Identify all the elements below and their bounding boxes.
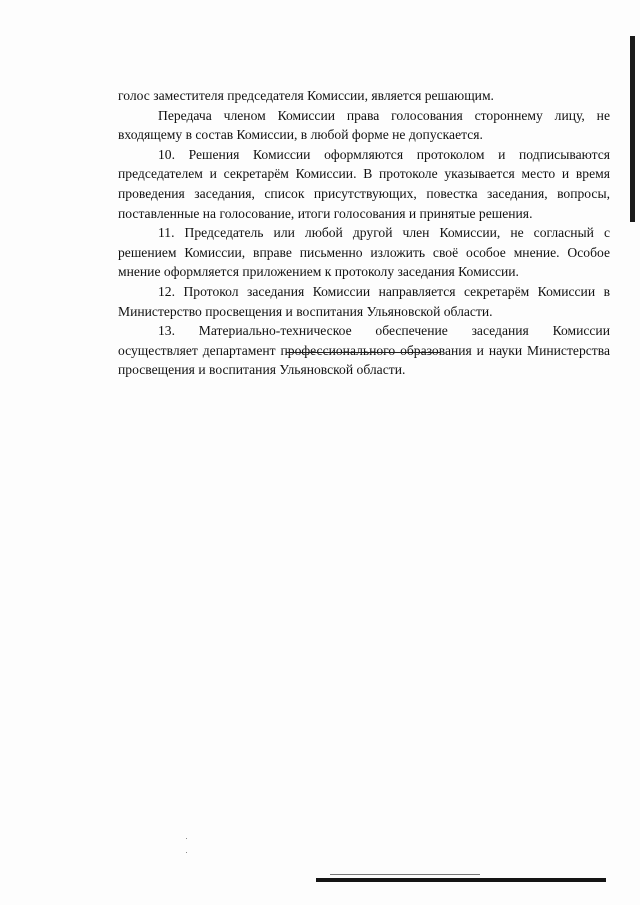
paragraph-voting-deciding: голос заместителя председателя Комиссии, является решающим.	[118, 88, 494, 103]
scan-speck	[186, 852, 187, 853]
paragraph-item-10: 10. Решения Комиссии оформляются протоколом и подписываются председателем и секретарём Комиссии. В протоколе указывается место и время проведения заседания, список присутствующих, повестка заседания, вопросы, поставленные на голосование, итоги голосования и принятые решения.	[118, 146, 610, 221]
paragraph-voting-transfer: Передача членом Комиссии права голосования стороннему лицу, не входящему в состав Комиссии, в любой форме не допускается.	[118, 107, 610, 143]
paragraph-item-12: 12. Протокол заседания Комиссии направляется секретарём Комиссии в Министерство просвещения и воспитания Ульяновской области.	[118, 283, 610, 319]
scan-border-right	[630, 36, 635, 222]
end-separator-line	[286, 352, 441, 353]
paragraph-item-11: 11. Председатель или любой другой член Комиссии, не согласный с решением Комиссии, вправе письменно изложить своё особое мнение. Особое мнение оформляется приложением к протоколу заседания Комиссии.	[118, 225, 610, 280]
scan-speck	[186, 838, 187, 839]
scan-border-bottom-thin	[330, 874, 480, 875]
paragraph-item-13: 13. Материально-техническое обеспечение заседания Комиссии осуществляет департамент профессионального образования и науки Министерства просвещения и воспитания Ульяновской области.	[118, 323, 610, 378]
scan-border-bottom	[316, 878, 606, 882]
document-body	[118, 86, 610, 380]
